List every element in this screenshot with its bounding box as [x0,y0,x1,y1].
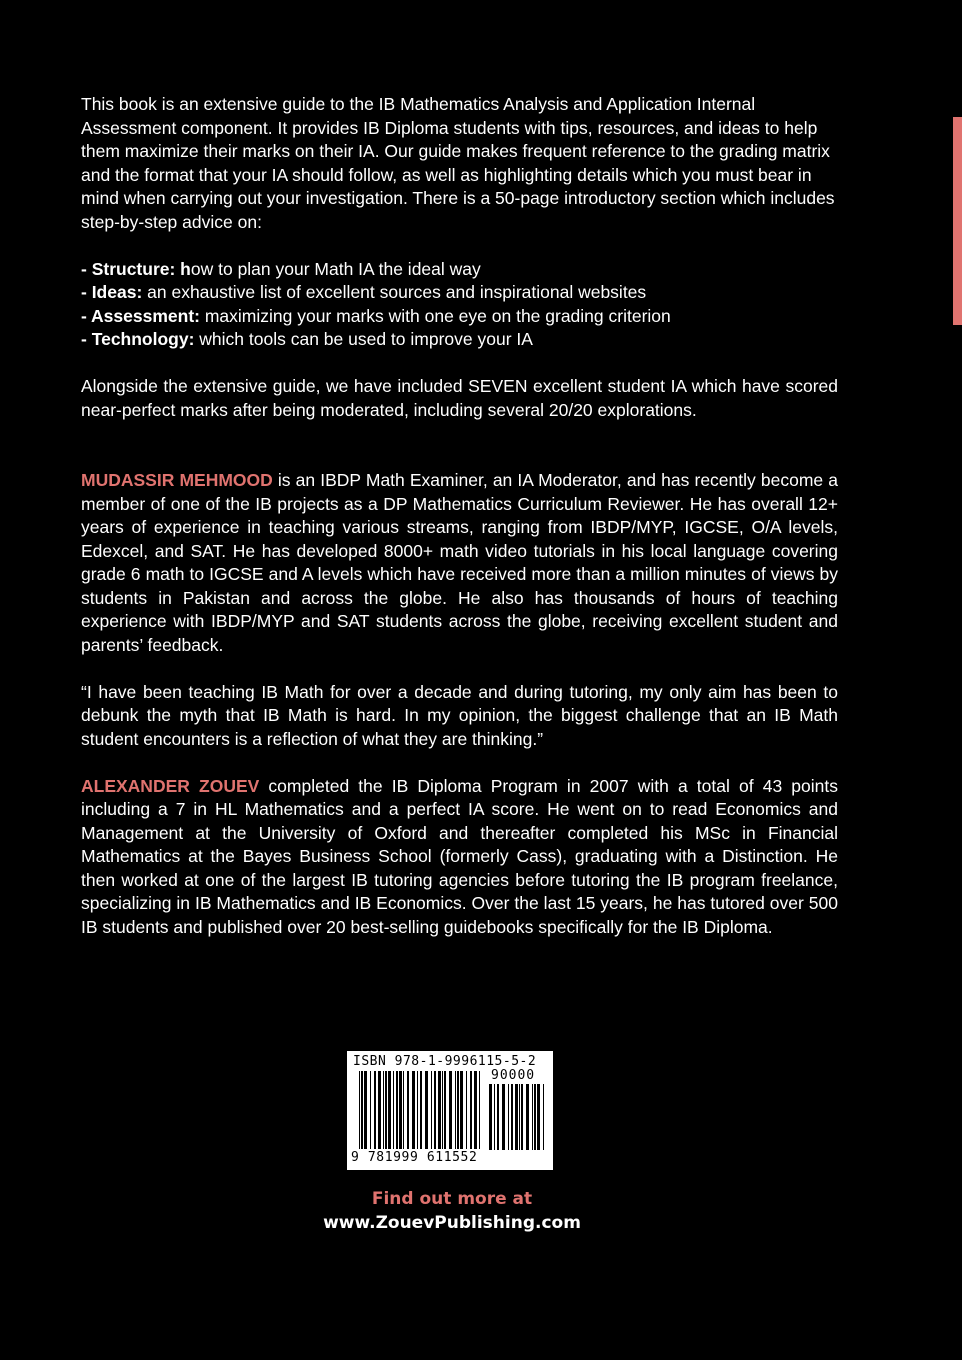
list-item-text: ow to plan your Math IA the ideal way [190,258,481,279]
barcode-bar [412,1071,415,1149]
barcode-bar [537,1084,540,1150]
list-item [81,258,838,282]
barcode-bar [474,1071,477,1149]
barcode-bar [407,1071,409,1149]
intro-paragraph: This book is an extensive guide to the IB Mathematics Analysis and Application Internal Assessment component. It provides IB Diploma students with tips, resources, and ideas to help them maximize their marks on their IA. Our guide makes frequent reference to the grading matrix and the format that your IA should follow, as well as highlighting details which you must bear in mind when carrying out your investigation. There is a 50-page introductory section which includes step-by-step advice on: [81,94,835,232]
barcode-bar [385,1071,387,1149]
barcode-bars [359,1071,484,1151]
barcode-bar [519,1084,520,1150]
back-cover-text [81,93,838,939]
barcode-bar [521,1084,523,1150]
barcode-bar [417,1071,418,1149]
barcode-bar [511,1084,513,1150]
barcode-bar [378,1071,381,1149]
barcode-bar [393,1071,394,1149]
advice-list [81,258,838,352]
website-link[interactable]: www.ZouevPublishing.com [323,1213,581,1233]
barcode-bar [470,1071,472,1149]
author-bio-text: is an IBDP Math Examiner, an IA Moderator, and has recently become a member of one of the IB projects as a DP Mathematics Curriculum Reviewer. He has overall 12+ years of experience in teaching various streams, ranging from IBDP/MYP, IGCSE, O/A levels, Edexcel, and SAT. He has developed 8000+ math video tutorials in his local language covering grade 6 math to IGCSE and A levels which have received more than a million minutes of views by students in Pakistan and across the globe. He also has thousands of hours of teaching experience with IBDP/MYP and SAT students across the globe, receiving excellent student and parents’ feedback. [81,470,838,655]
list-item [81,281,838,305]
barcode-bar [388,1071,391,1149]
list-item-label: - Assessment: [81,305,200,326]
barcode-bar [399,1071,402,1149]
barcode-bar [434,1071,436,1149]
barcode-bar [460,1071,463,1149]
barcode-bar [543,1084,544,1150]
list-item-text: which tools can be used to improve your IA [194,329,533,349]
list-item-label: - Structure: h [81,258,191,279]
addon-barcode-bars [489,1084,547,1151]
barcode-bar [383,1071,384,1149]
list-item-text: maximizing your marks with one eye on the grading criterion [199,305,671,326]
isbn-label: ISBN 978-1-9996115-5-2 [353,1054,537,1069]
barcode-bar [479,1071,480,1149]
barcode-bar [438,1071,441,1149]
author-name: MUDASSIR MEHMOOD [81,470,273,490]
list-item [81,328,838,352]
barcode-bar [449,1071,452,1149]
barcode-bar [431,1071,432,1149]
footer-tagline: Find out more at [371,1189,533,1209]
barcode-bar [374,1071,376,1149]
barcode-bar [396,1071,398,1149]
barcode-bar [497,1084,499,1150]
author-mehmood-bio [81,469,838,657]
barcode-bar [502,1084,505,1150]
barcode-bar [534,1084,536,1150]
barcode-bar [494,1084,495,1150]
author-zouev-bio [81,775,838,940]
barcode-bar [442,1071,443,1149]
author-bio-text: completed the IB Diploma Program in 2007 with a total of 43 points including a 7 in HL Mathematics and a perfect IA score. He went on to read Economics and Management at the University of Oxford and thereafter completed his MSc in Financial Mathematics at the Bayes Business School (formerly Cass), graduating with a Distinction. He then worked at one of the largest IB tutoring agencies before tutoring the IB program freelance, specializing in IB Mathematics and IB Economics. Over the last 15 years, he has tutored over 500 IB students and published over 20 best-selling guidebooks specifically for the IB Diploma. [81,775,839,937]
list-item [81,305,838,329]
barcode-bar [359,1071,360,1149]
barcode-bar [508,1084,509,1150]
list-item-label: - Ideas: [81,282,143,302]
list-item-label: - Technology: [81,329,195,349]
barcode-bar [466,1071,467,1149]
barcode-bar [532,1084,533,1150]
barcode-bar [489,1084,492,1150]
samples-paragraph: Alongside the extensive guide, we have included SEVEN excellent student IA which have scored near-perfect marks after being moderated, including several 20/20 explorations. [81,376,838,420]
barcode-bar [364,1071,367,1149]
author-quote: “I have been teaching IB Math for over a decade and during tutoring, my only aim has been to debunk the myth that IB Math is hard. In my opinion, the biggest challenge that an IB Math student encounters is a reflection of what they are thinking.” [81,681,838,749]
ean-digits: 9 781999 611552 [351,1150,478,1165]
barcode-bar [361,1071,363,1149]
barcode-bar [515,1084,518,1150]
isbn-barcode [347,1051,553,1170]
barcode-bar [370,1071,371,1149]
barcode-bar [526,1084,529,1150]
barcode-bar [457,1071,459,1149]
list-item-text: an exhaustive list of excellent sources and inspirational websites [142,282,647,302]
barcode-bar [455,1071,456,1149]
barcode-bar [444,1071,446,1149]
barcode-bar [425,1071,428,1149]
spine-accent-bar [953,117,962,325]
author-name: ALEXANDER ZOUEV [81,775,260,796]
barcode-bar [403,1071,404,1149]
barcode-bar [420,1071,422,1149]
price-code: 90000 [491,1068,536,1083]
